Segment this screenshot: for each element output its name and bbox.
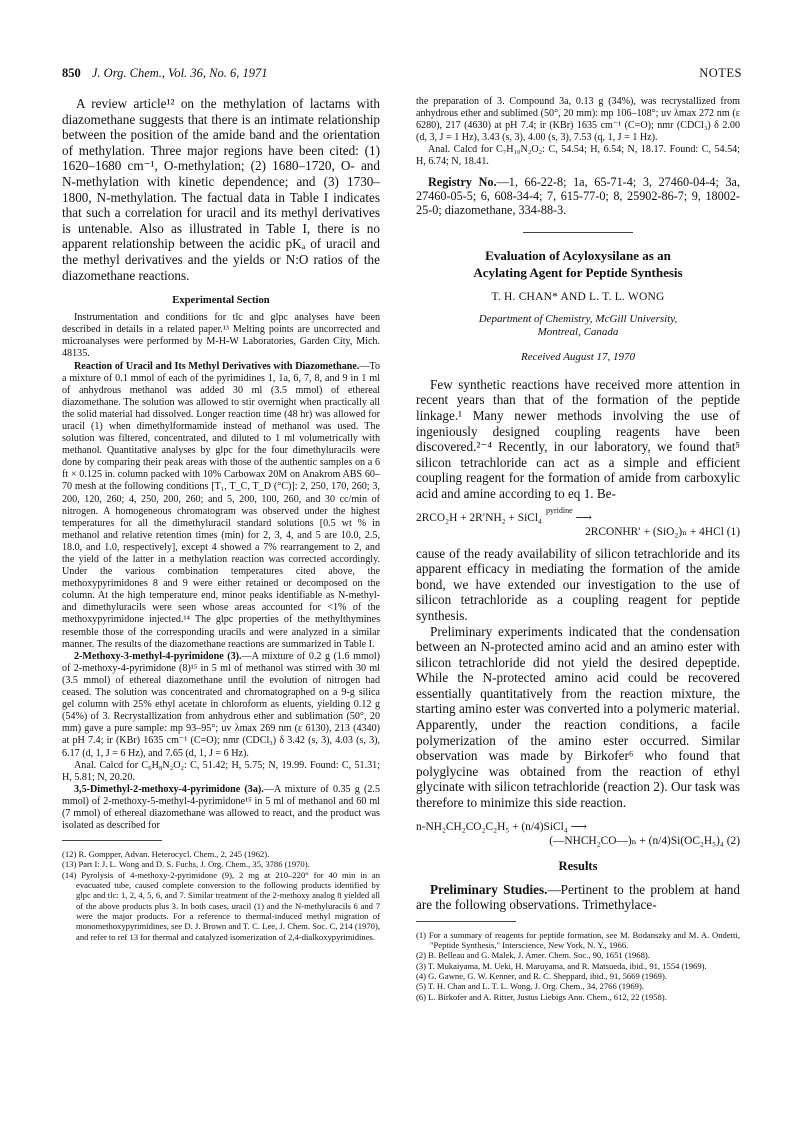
equation-1-condition: pyridine — [546, 505, 573, 515]
analysis-compound-3a: Anal. Calcd for C₇H₁₀N₂O₂: C, 54.54; H, 6.54; N, 18.17. Found: C, 54.54; H, 6.74; N, 18.41. — [416, 144, 740, 168]
paragraph-body: —To a mixture of 0.1 mmol of each of the pyrimidines 1, 1a, 6, 7, 8, and 9 in 1 ml of anhydrous methanol was added 30 ml (3.5 mmol) of ethereal diazomethane. The solution was allowed to stir overnight when practically all the solid material had dissolved. Longer reaction time (48 hr) was allowed for uracil (1) when dimethylformamide instead of methanol was used. The solution was filtered, concentrated, and diluted to 1 ml volumetrically with methanol. Quantitative analyses by glpc for the four dimethyluracils were done by comparing their peak areas with those of the authentic samples on a 6 ft × 0.125 in. column packed with 10% Carbowax 20M on Anakrom ABS 60–70 mesh at the following conditions [T₁, T_C, T_D (°C)]: 2, 250, 170, 260; 3, 200, 120, 260; 4, 250, 200, 260; and 5, 200, 100, 260, and 30 cc/min of nitrogen. A homogeneous chromatogram was observed under the highest temperatures for all the dimethyluracil standard solutions [0.5 wt % in methanol and relative retention times (min) for 2, 3, 4, and 5 are 10.0, 2.5, 18.0, and 1.0, respectively], except 4 showed a 7% rearrangement to 2, and the yield of the latter in a methylation reaction was corrected accordingly. Under the various combination temperatures cited above, the methoxypyrimidones 8 and 9 were either retained or decomposed on the column. At the high temperature end, minor peaks identifiable as N-methyl- and dimethyluracils were seen whose areas accounted for <1% of the methoxypyrimidone injected.¹⁴ The glpc properties of the methylthymines resemble those of the corresponding uracils and were analyzed in a similar manner. The results of the diazomethane reactions are summarized in Table I. — [62, 360, 380, 650]
continued-paragraph: the preparation of 3. Compound 3a, 0.13 g (34%), was recrystallized from anhydrous ether and sublimed (50°, 20 mm): mp 106–108°; uv λmax 272 nm (ε 6280), 217 (4630) at pH 7.4; ir (KBr) 1635 cm⁻¹ (C=O); nmr (CDCl₃) δ 2.00 (d, 3, J = 1 Hz), 3.43 (s, 3), 4.00 (s, 3), 7.53 (q, 1, J = 1 Hz). — [416, 96, 740, 144]
paragraph-body: —Pertinent to the problem at hand are the following observations. Trimethylace- — [416, 881, 740, 913]
footnote-rule — [416, 921, 516, 922]
run-in-heading: 2-Methoxy-3-methyl-4-pyrimidone (3). — [74, 650, 242, 662]
footnote-13: (13) Part I: J. L. Wong and D. S. Fuchs, J. Org. Chem., 35, 3786 (1970). — [62, 859, 310, 870]
article-separator — [523, 232, 633, 233]
running-header — [62, 66, 742, 84]
body-paragraph-1: Few synthetic reactions have received more attention in recent years than that of the formation of the peptide linkage.¹ Many newer methods involving the use of ingeniously designed coupling reagents have been discovered.²⁻⁴ Recently, in our laboratory, we found that⁵ silicon tetrachloride can act as a simple and efficient coupling reagent for the formation of amide from carboxylic acid and amine according to eq 1. Be- — [416, 376, 740, 501]
section-label: NOTES — [699, 66, 742, 80]
article-title-line-1: Evaluation of Acyloxysilane as an — [485, 247, 671, 263]
equation-1 — [416, 505, 740, 538]
article-title — [416, 247, 740, 281]
article-authors: T. H. CHAN* AND L. T. L. WONG — [491, 290, 665, 303]
exp-paragraph-instrumentation: Instrumentation and conditions for tlc and glpc analyses have been described in details in a related paper.¹³ Melting points are uncorrected and microanalyses were performed by M-H-W Laboratories, Garden City, Mich. 48135. — [62, 312, 380, 360]
article-title-line-2: Acylating Agent for Peptide Synthesis — [473, 264, 683, 280]
body-paragraph-3: Preliminary experiments indicated that the condensation between an N-protected amino acid and an amino ester with silicon tetrachloride did not yield the desired depeptide. While the N-protected amino acid could be recovered essentially quantitatively from the reaction mixture, the starting amino ester was converted into a polymeric material. Apparently, under the reaction conditions, a facile polymerization of the amino ester occurred. Similar observation was made by Birkofer⁶ who found that polyglycine was obtained from the reaction of ethyl glycinate with silicon tetrachloride (reaction 2). Our task was therefore to minimize this side reaction. — [416, 623, 740, 811]
footnote-12: (12) R. Gompper, Advan. Heterocycl. Chem., 2, 245 (1962). — [62, 849, 270, 860]
exp-paragraph-compound-3 — [62, 651, 380, 760]
left-column — [62, 96, 380, 942]
equation-1-left: 2RCO₂H + 2R′NH₂ + SiCl₄$^{pyridine}$ ⟶ — [416, 505, 592, 524]
journal-citation: J. Org. Chem., Vol. 36, No. 6, 1971 — [91, 66, 268, 80]
equation-1-reactants: 2RCO₂H + 2R′NH₂ + SiCl₄ — [416, 511, 542, 524]
affiliation-line-2: Montreal, Canada — [537, 325, 619, 338]
intro-paragraph: A review article¹² on the methylation of lactams with diazomethane suggests that there is an intimate relationship between the position of the amide band and the orientation of methylation. Three major regions have been cited: (1) 1620–1680 cm⁻¹, O-methylation; (2) 1680–1720, O- and N-methylation with kinetic dependence; and (3) 1730–1800, N-methylation. The factual data in Table I indicates that such a correlation for uracil and its methyl derivatives is untenable. Also as illustrated in Table I, there is no apparent relationship between the acidic pKₐ of uracil and the methyl derivatives and the yields or N:O ratios of the diazomethane reactions. — [62, 96, 380, 283]
results-heading: Results — [558, 858, 598, 873]
registry-body: —1, 66-22-8; 1a, 65-71-4; 3, 27460-04-4; 3a, 27460-05-5; 6, 608-34-4; 7, 615-77-0; 8, 25902-86-7; 9, 18002-25-0; diazomethane, 334-88-3. — [416, 174, 740, 218]
run-in-heading: Reaction of Uracil and Its Methyl Derivatives with Diazomethane. — [74, 360, 360, 372]
affiliation-line-1: Department of Chemistry, McGill University, — [478, 312, 678, 325]
registry-heading: Registry No. — [428, 174, 497, 189]
exp-paragraph-reaction — [62, 361, 380, 651]
exp-paragraph-compound-3a — [62, 784, 380, 832]
equation-2-left: n-NH₂CH₂CO₂C₂H₅ + (n/4)SiCl₄ ⟶ — [416, 820, 587, 833]
affiliation — [416, 313, 740, 339]
experimental-heading: Experimental Section — [172, 295, 270, 307]
equation-2-right: (—NHCH₂CO—)ₙ + (n/4)Si(OC₂H₅)₄ (2) — [549, 834, 740, 847]
analysis-compound-3: Anal. Calcd for C₆H₈N₂O₂: C, 51.42; H, 5.75; N, 19.99. Found: C, 51.31; H, 5.81; N, 20.20. — [62, 759, 380, 783]
footnote-1: (1) For a summary of reagents for peptide formation, see M. Bodanszky and M. A. Ondetti, "Peptide Synthesis," Interscience, New York, N. Y., 1966. — [416, 929, 740, 951]
registry-numbers — [416, 175, 740, 218]
paragraph-body: —A mixture of 0.2 g (1.6 mmol) of 2-methoxy-4-pyrimidone (8)¹⁵ in 5 ml of methanol was stirred with 30 ml (3.5 mmol) of ethereal diazomethane until the evolution of nitrogen had ceased. The solution was concentrated and chromatographed on a 9-g silica gel column with 25% ethyl acetate in chloroform as eluents, yielding 0.12 g (54%) of 3. Recrystallization from anhydrous ether and sublimation (50°, 20 mm) gave a pure sample: mp 93–95°; uv λmax 269 nm (ε 6130), 213 (4340) at pH 7.4; ir (KBr) 1635 cm⁻¹ (C=O); nmr (CDCl₃) δ 3.42 (s, 3), 4.03 (s, 3), 6.17 (d, 1, J = 6 Hz), and 7.65 (d, 1, J = 6 Hz). — [62, 650, 381, 759]
run-in-heading: Preliminary Studies. — [430, 881, 548, 897]
right-column — [416, 96, 740, 1002]
page-number: 850 — [62, 66, 81, 80]
paragraph-body: —A mixture of 0.35 g (2.5 mmol) of 2-methoxy-5-methyl-4-pyrimidone¹⁵ in 5 ml of methanol and 60 ml (7 mmol) of ethereal diazomethane was allowed to react, and the product was isolated as described for — [62, 783, 380, 832]
body-paragraph-2: cause of the ready availability of silicon tetrachloride and its apparent efficacy in mediating the formation of the amide bond, we have extended our investigation to the use of silicon tetrachloride as a coupling reagent for peptide synthesis. — [416, 545, 740, 623]
footnote-3: (3) T. Mukaiyama, M. Ueki, H. Maruyama, and R. Matsueda, ibid., 91, 1554 (1969). — [416, 960, 707, 971]
equation-1-right: 2RCONHR′ + (SiO₂)ₙ + 4HCl (1) — [585, 525, 740, 538]
footnote-2: (2) B. Belleau and G. Malek, J. Amer. Chem. Soc., 90, 1651 (1968). — [416, 950, 650, 961]
footnote-5: (5) T. H. Chan and L. T. L. Wong, J. Org. Chem., 34, 2766 (1969). — [416, 981, 644, 992]
footnote-rule — [62, 840, 162, 841]
run-in-heading: 3,5-Dimethyl-2-methoxy-4-pyrimidone (3a). — [74, 783, 264, 795]
equation-2 — [416, 819, 740, 847]
footnote-14: (14) Pyrolysis of 4-methoxy-2-pyrimidone (9), 2 mg at 210–220° for 40 min in an evacuated tube, caused complete conversion to the following products identified by glpc and tlc: 1, 2, 4, 5, 6, and 7. Similar treatment of the 2-methoxy analog 8 yielded all of the above products plus 3. In both cases, uracil (1) and the N-methyluracils 6 and 7 were the major products. For a reference to thermal-induced methyl migration of monomethoxypyrimidines, see D. J. Brown and T. C. Lee, J. Chem. Soc. C, 214 (1970), and refer to ref 13 for thermal and catalyzed isomerization of 2,4-dialkoxypyrimidines. — [62, 869, 380, 942]
received-date: Received August 17, 1970 — [520, 350, 636, 363]
footnote-6: (6) L. Birkofer and A. Ritter, Justus Liebigs Ann. Chem., 612, 22 (1958). — [416, 991, 667, 1002]
footnote-4: (4) G. Gawne, G. W. Kenner, and R. C. Sheppard, ibid., 91, 5669 (1969). — [416, 971, 667, 981]
results-paragraph — [416, 882, 740, 913]
